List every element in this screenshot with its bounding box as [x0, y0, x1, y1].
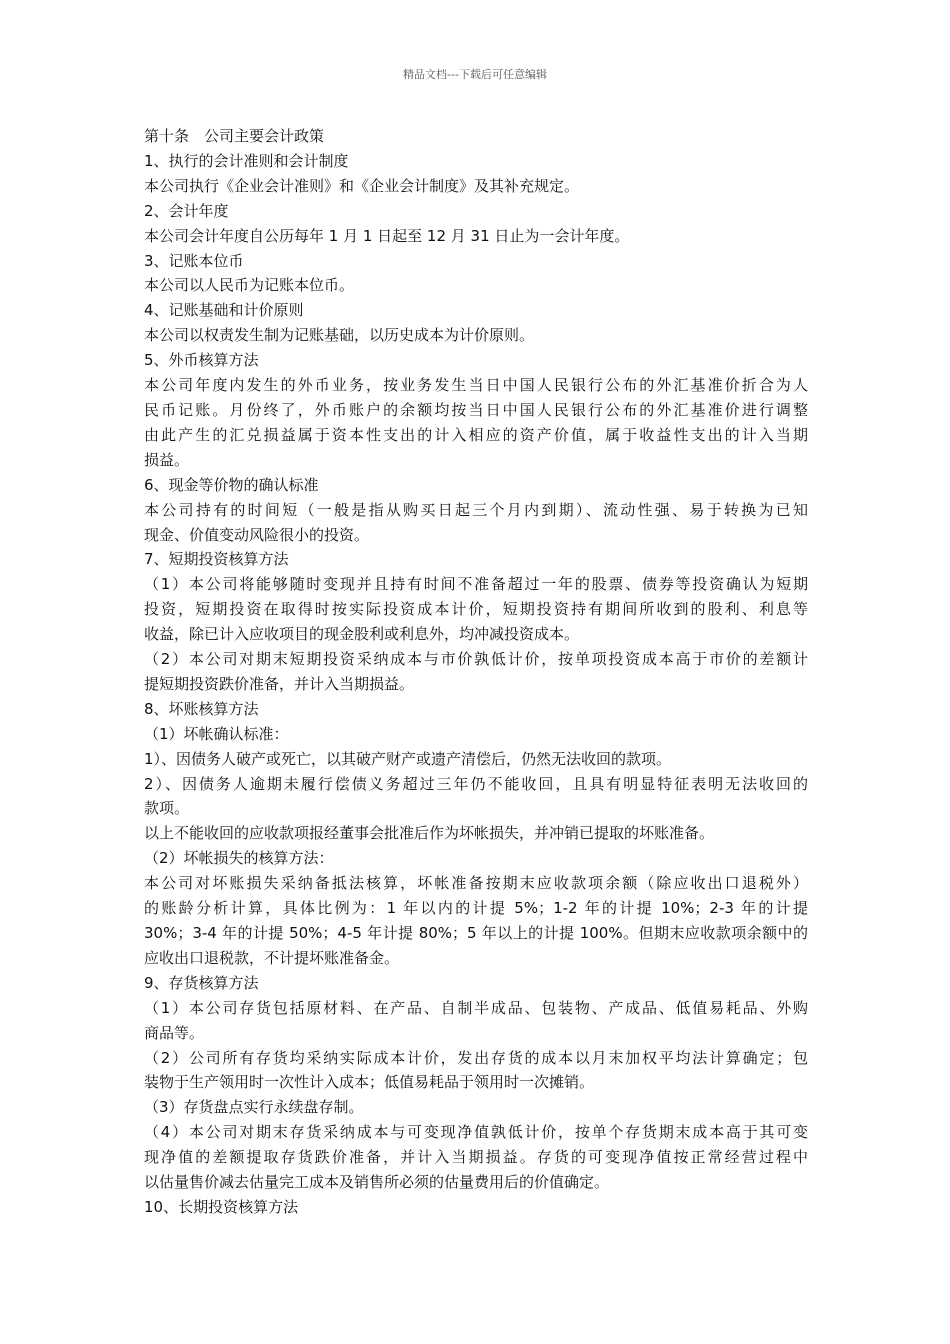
text-line: 现净值的差额提取存货跌价准备，并计入当期损益。存货的可变现净值按正常经营过程中: [144, 1148, 808, 1167]
page-header: 精品文档---下载后可任意编辑: [403, 68, 547, 81]
text-line: 款项。: [144, 799, 190, 818]
document-body: [144, 124, 808, 1220]
text-line: 4、记账基础和计价原则: [144, 301, 304, 320]
text-line: 装物于生产领用时一次性计入成本；低值易耗品于领用时一次摊销。: [144, 1073, 595, 1092]
text-line: 本公司会计年度自公历每年 1 月 1 日起至 12 月 31 日止为一会计年度。: [144, 226, 630, 245]
text-line: 3、记账本位币: [144, 251, 244, 270]
text-line: 应收出口退税款，不计提坏账准备金。: [144, 948, 400, 967]
text-line: 投资，短期投资在取得时按实际投资成本计价，短期投资持有期间所收到的股利、利息等: [144, 600, 808, 619]
text-line: 本公司对坏账损失采纳备抵法核算，坏帐准备按期末应收款项余额（除应收出口退税外）: [144, 874, 808, 893]
text-line: （2）本公司对期末短期投资采纳成本与市价孰低计价，按单项投资成本高于市价的差额计: [144, 650, 808, 669]
text-line: 本公司以权责发生制为记账基础，以历史成本为计价原则。: [144, 326, 535, 345]
text-line: 6、现金等价物的确认标准: [144, 475, 319, 494]
text-line: 本公司以人民币为记账本位币。: [144, 276, 355, 295]
text-line: 的账龄分析计算，具体比例为：1 年以内的计提 5%；1-2 年的计提 10%；2-3 年的计提: [144, 899, 808, 918]
text-line: 1、执行的会计准则和会计制度: [144, 151, 349, 170]
text-line: 以估量售价减去估量完工成本及销售所必须的估量费用后的价值确定。: [144, 1173, 610, 1192]
text-line: 30%；3-4 年的计提 50%；4-5 年计提 80%；5 年以上的计提 100%。但期末应收款项余额中的: [144, 924, 808, 942]
text-line: 本公司年度内发生的外币业务，按业务发生当日中国人民银行公布的外汇基准价折合为人: [144, 376, 808, 395]
text-line: 8、坏账核算方法: [144, 699, 259, 718]
text-line: 提短期投资跌价准备，并计入当期损益。: [144, 674, 415, 693]
text-line: 2）、因债务人逾期未履行偿债义务超过三年仍不能收回，且具有明显特征表明无法收回的: [144, 774, 808, 793]
text-line: 商品等。: [144, 1023, 205, 1042]
text-line: 现金、价值变动风险很小的投资。: [144, 525, 370, 544]
text-line: （2）坏帐损失的核算方法：: [144, 849, 334, 868]
text-line: 第十条 公司主要会计政策: [144, 127, 325, 145]
text-line: 5、外币核算方法: [144, 351, 259, 370]
text-line: 民币记账。月份终了，外币账户的余额均按当日中国人民银行公布的外汇基准价进行调整: [144, 400, 808, 419]
text-line: 本公司执行《企业会计准则》和《企业会计制度》及其补充规定。: [144, 176, 580, 195]
text-line: 损益。: [144, 450, 190, 469]
text-line: （2）公司所有存货均采纳实际成本计价，发出存货的成本以月末加权平均法计算确定；包: [144, 1048, 808, 1067]
text-line: （1）本公司存货包括原材料、在产品、自制半成品、包装物、产成品、低值易耗品、外购: [144, 998, 808, 1017]
text-line: 收益，除已计入应收项目的现金股利或利息外，均冲减投资成本。: [144, 625, 580, 644]
text-line: 7、短期投资核算方法: [144, 550, 289, 569]
text-line: 1）、因债务人破产或死亡，以其破产财产或遗产清偿后，仍然无法收回的款项。: [144, 749, 672, 768]
text-line: （1）本公司将能够随时变现并且持有时间不准备超过一年的股票、债券等投资确认为短期: [144, 575, 808, 594]
text-line: 本公司持有的时间短（一般是指从购买日起三个月内到期）、流动性强、易于转换为已知: [144, 500, 808, 519]
text-line: 9、存货核算方法: [144, 973, 259, 992]
text-line: 10、长期投资核算方法: [144, 1197, 299, 1216]
text-line: （3）存货盘点实行永续盘存制。: [144, 1098, 364, 1117]
text-line: 由此产生的汇兑损益属于资本性支出的计入相应的资产价值，属于收益性支出的计入当期: [144, 425, 808, 444]
text-line: （1）坏帐确认标准：: [144, 724, 289, 743]
text-line: 2、会计年度: [144, 201, 229, 220]
text-line: 以上不能收回的应收款项报经董事会批准后作为坏帐损失，并冲销已提取的坏账准备。: [144, 824, 715, 843]
text-line: （4）本公司对期末存货采纳成本与可变现净值孰低计价，按单个存货期末成本高于其可变: [144, 1123, 808, 1142]
